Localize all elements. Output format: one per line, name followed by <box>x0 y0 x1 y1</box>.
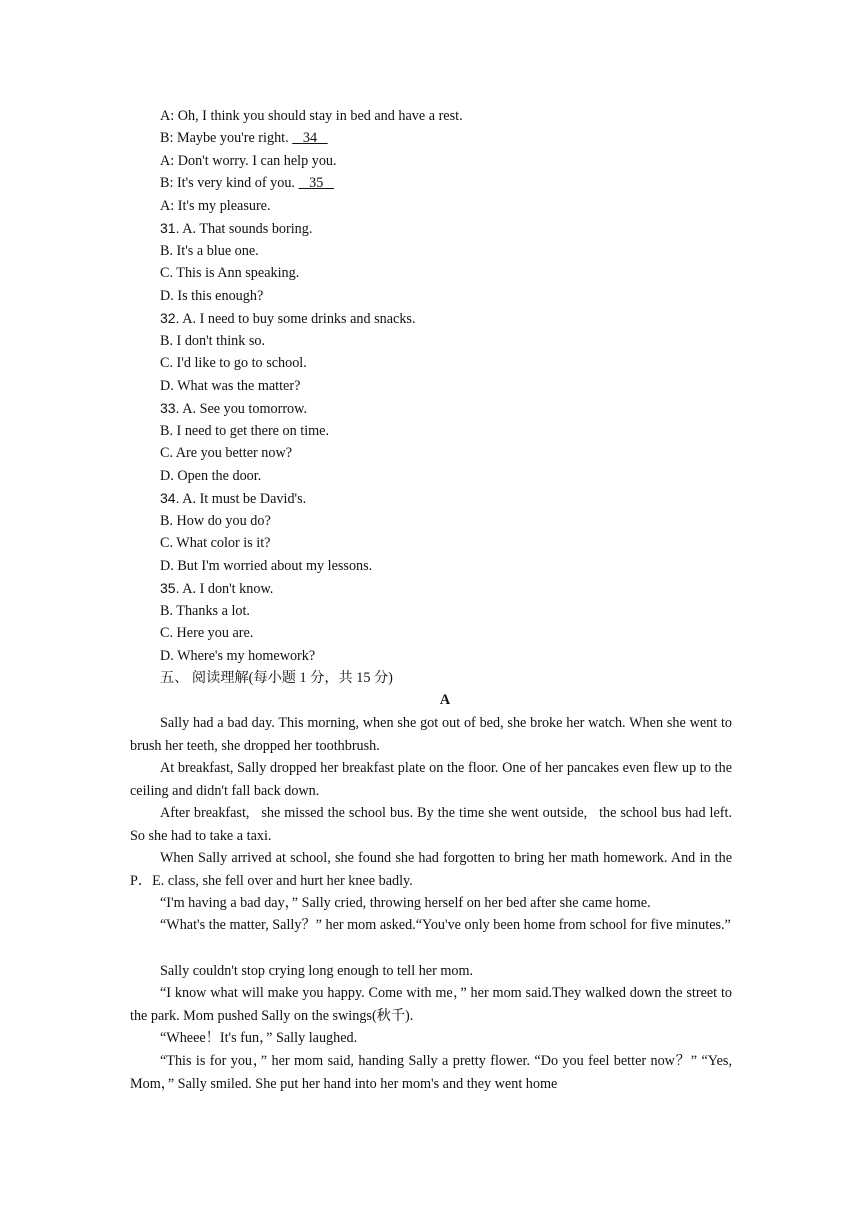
question-31 <box>160 217 312 240</box>
option-c: C. What color is it? <box>160 535 271 551</box>
dialog-line <box>160 150 337 172</box>
dialog-text: It's my pleasure. <box>177 198 271 214</box>
section-title: 五、 阅读理解(每小题 1 分，共 15 分) <box>160 670 393 686</box>
option-c: C. Are you better now? <box>160 445 292 461</box>
dialog-line <box>160 172 334 194</box>
speaker-label: A: <box>160 108 175 124</box>
answer-blank <box>292 130 327 146</box>
paragraph: “Wheee！It's fun，” Sally laughed. <box>160 1030 358 1046</box>
paragraph: “I'm having a bad day，” Sally cried, throwing herself on her bed after she came home. <box>160 895 651 911</box>
question-32 <box>160 307 416 330</box>
dialog-line <box>160 105 463 127</box>
dialog-line <box>160 127 328 149</box>
dialog-text: Oh, I think you should stay in bed and have a rest. <box>177 108 463 124</box>
question-number: 32. <box>160 310 180 326</box>
option-b: B. Thanks a lot. <box>160 603 250 619</box>
option-d: D. But I'm worried about my lessons. <box>160 558 373 574</box>
answer-blank <box>299 175 334 191</box>
option-a: A. I need to buy some drinks and snacks. <box>182 311 416 327</box>
question-number: 34. <box>160 490 180 506</box>
speaker-label: B: <box>160 130 174 146</box>
option-d: D. Is this enough? <box>160 288 264 304</box>
blank-number: 35 <box>309 175 324 191</box>
paragraph: “I know what will make you happy. Come with me，” her mom said.They walked down the street to the park. Mom pushed Sally on the swings(秋千). <box>130 985 732 1024</box>
question-34 <box>160 487 306 510</box>
paragraph: At breakfast, Sally dropped her breakfast plate on the floor. One of her pancakes even flew up to the ceiling and didn't fall back down. <box>130 760 732 799</box>
option-c: C. I'd like to go to school. <box>160 355 307 371</box>
question-number: 31. <box>160 220 180 236</box>
dialog-text: It's very kind of you. <box>176 175 295 191</box>
paragraph: Sally couldn't stop crying long enough to tell her mom. <box>160 963 474 979</box>
question-number: 33. <box>160 400 180 416</box>
paragraph: Sally had a bad day. This morning, when she got out of bed, she broke her watch. When she went to brush her teeth, she dropped her toothbrush. <box>130 715 732 754</box>
option-d: D. Open the door. <box>160 468 262 484</box>
option-b: B. I don't think so. <box>160 333 266 349</box>
dialog-text: Maybe you're right. <box>176 130 289 146</box>
paragraph: “This is for you，” her mom said, handing Sally a pretty flower. “Do you feel better now？” “Yes, Mom，” Sally smiled. She put her hand into her mom's and they went home <box>130 1053 732 1092</box>
blank-number: 34 <box>302 130 318 146</box>
option-c: C. This is Ann speaking. <box>160 265 300 281</box>
speaker-label: B: <box>160 175 174 191</box>
paragraph: After breakfast, she missed the school bus. By the time she went outside, the school bus had left. So she had to take a taxi. <box>130 805 736 844</box>
paragraph: When Sally arrived at school, she found she had forgotten to bring her math homework. And in the P．E. class, she fell over and hurt her knee badly. <box>130 850 732 889</box>
option-a: A. I don't know. <box>182 581 274 597</box>
option-d: D. Where's my homework? <box>160 648 316 664</box>
option-b: B. It's a blue one. <box>160 243 259 259</box>
speaker-label: A: <box>160 153 175 169</box>
option-a: A. It must be David's. <box>182 491 307 507</box>
option-a: A. See you tomorrow. <box>182 401 308 417</box>
option-a: A. That sounds boring. <box>182 221 313 237</box>
option-c: C. Here you are. <box>160 625 254 641</box>
question-33 <box>160 397 307 420</box>
question-35 <box>160 577 273 600</box>
passage-label: A <box>439 692 451 708</box>
speaker-label: A: <box>160 198 175 214</box>
dialog-line <box>160 195 271 217</box>
option-b: B. How do you do? <box>160 513 271 529</box>
question-number: 35. <box>160 580 180 596</box>
dialog-text: Don't worry. I can help you. <box>177 153 337 169</box>
option-d: D. What was the matter? <box>160 378 301 394</box>
paragraph: “What's the matter, Sally？” her mom asked.“You've only been home from school for five minutes.” <box>160 917 731 933</box>
option-b: B. I need to get there on time. <box>160 423 330 439</box>
